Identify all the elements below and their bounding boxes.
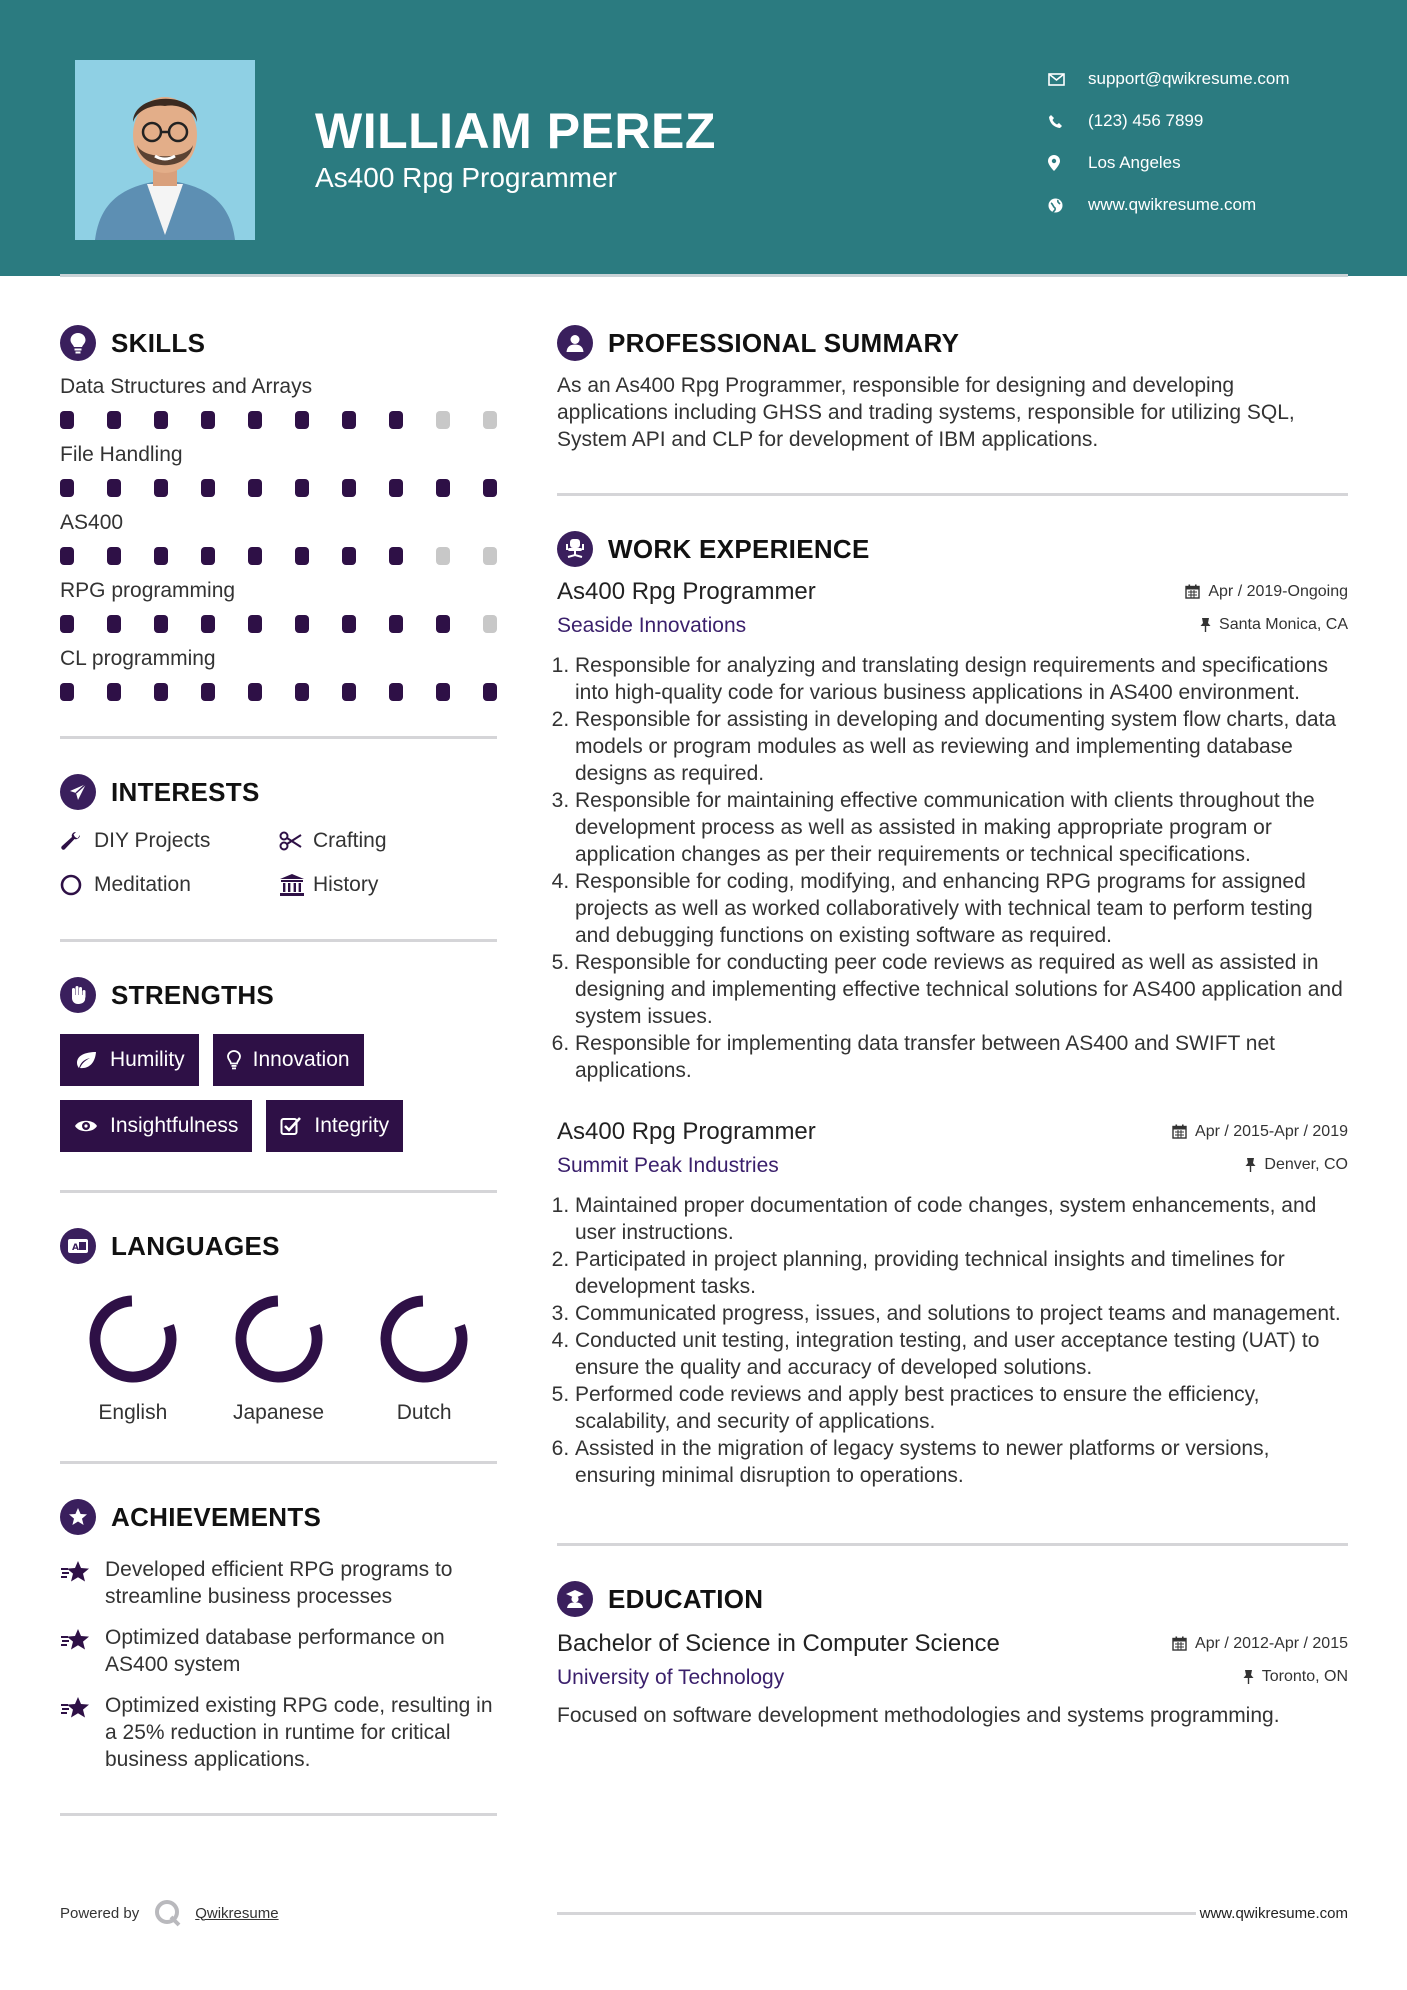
rating-dot-filled — [389, 411, 403, 429]
strengths-title: STRENGTHS — [111, 979, 275, 1010]
responsibility-item: 3. Responsible for maintaining effective communication with clients throughout the development process as well as assisted in making appropriate program or application changes as per their requirements or technical specifications. — [575, 787, 1348, 868]
rating-dot-filled — [60, 683, 74, 701]
section-divider — [557, 1543, 1348, 1546]
summary-title: PROFESSIONAL SUMMARY — [608, 327, 960, 358]
skills-heading — [60, 318, 497, 368]
powered-by-text: Powered by — [60, 1904, 140, 1922]
section-divider — [60, 1461, 497, 1464]
graduate-icon — [557, 1581, 593, 1617]
contact-phone-text: (123) 456 7899 — [1088, 111, 1204, 130]
achievement-text: Optimized existing RPG code, resulting in a 25% reduction in runtime for critical business applications. — [105, 1694, 493, 1771]
language-label: English — [98, 1401, 168, 1424]
language-label: Japanese — [232, 1401, 325, 1424]
achievement-item — [60, 1624, 497, 1678]
interest-label: History — [313, 873, 379, 896]
rating-dot-empty — [436, 411, 450, 429]
footer-branding — [60, 1898, 279, 1928]
footer-url[interactable]: www.qwikresume.com — [1196, 1905, 1348, 1922]
strength-label: Integrity — [314, 1114, 390, 1137]
experience-heading — [557, 524, 1348, 574]
rating-dot-filled — [295, 615, 309, 633]
education-location-text: Toronto, ON — [1261, 1667, 1348, 1685]
rating-dot-filled — [342, 683, 356, 701]
raised-hand-icon — [60, 977, 96, 1013]
rating-dot-filled — [295, 547, 309, 565]
contact-phone[interactable] — [1048, 100, 1290, 142]
pushpin-icon — [1243, 1669, 1254, 1684]
rating-dot-filled — [342, 615, 356, 633]
rating-dot-filled — [107, 411, 121, 429]
job-dates — [1172, 1123, 1348, 1141]
skill-name: File Handling — [60, 443, 183, 466]
job-title: As400 Rpg Programmer — [557, 1118, 816, 1145]
achievement-text: Optimized database performance on AS400 system — [105, 1626, 445, 1676]
checkbox-icon — [280, 1116, 302, 1136]
interest-item — [279, 871, 498, 899]
rating-dot-empty — [483, 411, 497, 429]
strength-tag — [60, 1100, 252, 1152]
language-item — [206, 1291, 352, 1425]
language-icon — [60, 1228, 96, 1264]
calendar-icon — [1185, 584, 1200, 599]
skill-name: Data Structures and Arrays — [60, 375, 313, 398]
job-responsibilities — [557, 1192, 1348, 1489]
rating-dot-filled — [154, 683, 168, 701]
rating-dot-filled — [295, 411, 309, 429]
education-dates-text: Apr / 2012-Apr / 2015 — [1195, 1634, 1348, 1652]
circle-icon — [60, 874, 94, 896]
experience-title: WORK EXPERIENCE — [608, 533, 870, 564]
language-item — [60, 1291, 206, 1425]
leaf-icon — [74, 1051, 98, 1069]
rating-dot-filled — [154, 615, 168, 633]
strength-tag — [213, 1034, 364, 1086]
rating-dot-filled — [483, 683, 497, 701]
rating-dot-filled — [436, 615, 450, 633]
calendar-icon — [1172, 1636, 1187, 1651]
contact-email[interactable] — [1048, 58, 1290, 100]
education-dates — [1172, 1635, 1348, 1653]
job-location — [1200, 616, 1348, 634]
language-item — [351, 1291, 497, 1425]
education-location — [1243, 1668, 1348, 1686]
job-title: As400 Rpg Programmer — [557, 578, 816, 605]
skill-rating — [60, 682, 497, 702]
rating-dot-filled — [107, 547, 121, 565]
languages-list — [60, 1291, 497, 1425]
strength-tags — [60, 1034, 497, 1152]
svg-text:A: A — [72, 1243, 79, 1253]
star-bullet-icon — [60, 1624, 105, 1678]
job-location-text: Santa Monica, CA — [1219, 615, 1348, 633]
profile-photo — [75, 60, 255, 240]
skill-name: RPG programming — [60, 579, 236, 602]
contact-location-text: Los Angeles — [1088, 153, 1181, 172]
star-badge-icon — [60, 1499, 96, 1535]
language-progress-ring — [85, 1291, 181, 1387]
contact-email-text: support@qwikresume.com — [1088, 69, 1290, 88]
pushpin-icon — [1200, 617, 1211, 632]
languages-title: LANGUAGES — [111, 1230, 280, 1261]
phone-icon — [1048, 114, 1088, 129]
contact-list — [1048, 58, 1290, 226]
rating-dot-filled — [248, 547, 262, 565]
achievement-item — [60, 1556, 497, 1610]
rating-dot-filled — [201, 547, 215, 565]
summary-text: As an As400 Rpg Programmer, responsible for designing and developing applications including GHSS and trading systems, responsible for utilizing SQL, System API and CLP for development of IBM applications. — [557, 374, 1295, 451]
interest-item — [60, 827, 279, 855]
rating-dot-filled — [201, 479, 215, 497]
interest-item — [60, 871, 279, 899]
company-name: Summit Peak Industries — [557, 1154, 779, 1177]
rating-dot-filled — [107, 615, 121, 633]
section-divider — [557, 493, 1348, 496]
rating-dot-filled — [389, 615, 403, 633]
interests-grid — [60, 827, 497, 899]
left-column — [60, 318, 497, 1816]
degree-title: Bachelor of Science in Computer Science — [557, 1630, 1000, 1657]
globe-icon — [1048, 198, 1088, 213]
job-dates-text: Apr / 2019-Ongoing — [1208, 582, 1348, 600]
interests-heading — [60, 767, 497, 817]
summary-heading — [557, 318, 1348, 368]
interests-title: INTERESTS — [111, 776, 260, 807]
skill-rating — [60, 614, 497, 634]
rating-dot-filled — [107, 479, 121, 497]
rating-dot-filled — [342, 547, 356, 565]
qwikresume-link[interactable]: Qwikresume — [195, 1904, 279, 1922]
experience-list — [557, 578, 1348, 1489]
skill-rating — [60, 546, 497, 566]
language-label: Dutch — [396, 1401, 452, 1424]
section-divider — [60, 939, 497, 942]
rating-dot-filled — [483, 479, 497, 497]
education-description: Focused on software development methodologies and systems programming. — [557, 1704, 1280, 1727]
skill-rating — [60, 410, 497, 430]
achievement-item — [60, 1692, 497, 1773]
contact-website[interactable] — [1048, 184, 1290, 226]
rating-dot-filled — [154, 411, 168, 429]
rating-dot-filled — [295, 479, 309, 497]
rating-dot-filled — [248, 479, 262, 497]
star-bullet-icon — [60, 1692, 105, 1773]
header-divider — [60, 274, 1348, 277]
skill-name: AS400 — [60, 511, 124, 534]
pushpin-icon — [1245, 1157, 1256, 1172]
responsibility-item: 3. Communicated progress, issues, and solutions to project teams and management. — [575, 1300, 1348, 1327]
rating-dot-empty — [483, 547, 497, 565]
rating-dot-filled — [201, 411, 215, 429]
achievements-heading — [60, 1492, 497, 1542]
responsibility-item: 1. Maintained proper documentation of code changes, system enhancements, and user instructions. — [575, 1192, 1348, 1246]
skills-list — [60, 372, 497, 702]
responsibility-item: 6. Responsible for implementing data transfer between AS400 and SWIFT net applications. — [575, 1030, 1348, 1084]
rating-dot-filled — [154, 479, 168, 497]
paper-plane-icon — [60, 774, 96, 810]
user-icon — [557, 325, 593, 361]
skills-title: SKILLS — [111, 327, 206, 358]
languages-heading — [60, 1221, 497, 1271]
strength-label: Humility — [110, 1048, 185, 1071]
rating-dot-filled — [248, 411, 262, 429]
language-progress-ring — [231, 1291, 327, 1387]
job-responsibilities — [557, 652, 1348, 1084]
achievements-list — [60, 1556, 497, 1773]
rating-dot-filled — [201, 615, 215, 633]
strength-tag — [60, 1034, 199, 1086]
rating-dot-filled — [295, 683, 309, 701]
job-dates — [1185, 583, 1348, 601]
section-divider — [60, 1190, 497, 1193]
achievements-title: ACHIEVEMENTS — [111, 1501, 322, 1532]
eye-icon — [74, 1118, 98, 1134]
rating-dot-filled — [60, 479, 74, 497]
museum-icon — [279, 873, 313, 897]
responsibility-item: 6. Assisted in the migration of legacy systems to newer platforms or versions, ensuring minimal disruption to operations. — [575, 1435, 1348, 1489]
rating-dot-filled — [107, 683, 121, 701]
location-pin-icon — [1048, 155, 1088, 171]
job-dates-text: Apr / 2015-Apr / 2019 — [1195, 1122, 1348, 1140]
rating-dot-filled — [342, 479, 356, 497]
rating-dot-filled — [60, 615, 74, 633]
strengths-heading — [60, 970, 497, 1020]
right-column — [557, 318, 1348, 1729]
job-location — [1245, 1156, 1348, 1174]
rating-dot-empty — [483, 615, 497, 633]
company-name: Seaside Innovations — [557, 614, 747, 637]
responsibility-item: 4. Responsible for coding, modifying, and enhancing RPG programs for assigned projects as well as worked collaboratively with technical team to perform testing and debugging functions on existing software as required. — [575, 868, 1348, 949]
office-chair-icon — [557, 531, 593, 567]
interest-label: DIY Projects — [94, 829, 211, 852]
rating-dot-filled — [389, 547, 403, 565]
star-bullet-icon — [60, 1556, 105, 1610]
rating-dot-empty — [436, 547, 450, 565]
rating-dot-filled — [389, 683, 403, 701]
section-divider — [60, 736, 497, 739]
rating-dot-filled — [248, 615, 262, 633]
email-icon — [1048, 73, 1088, 86]
strength-label: Insightfulness — [110, 1114, 239, 1137]
rating-dot-filled — [389, 479, 403, 497]
rating-dot-filled — [436, 683, 450, 701]
responsibility-item: 2. Participated in project planning, providing technical insights and timelines for development tasks. — [575, 1246, 1348, 1300]
rating-dot-filled — [60, 547, 74, 565]
interest-label: Crafting — [313, 829, 387, 852]
responsibility-item: 1. Responsible for analyzing and translating design requirements and specifications into high-quality code for various business applications in AS400 environment. — [575, 652, 1348, 706]
contact-location — [1048, 142, 1290, 184]
candidate-name: WILLIAM PEREZ — [315, 103, 716, 159]
rating-dot-filled — [154, 547, 168, 565]
calendar-icon — [1172, 1124, 1187, 1139]
resume-header — [0, 0, 1407, 276]
responsibility-item: 2. Responsible for assisting in developing and documenting system flow charts, data models or program modules as well as reviewing and implementing database designs as required. — [575, 706, 1348, 787]
skill-name: CL programming — [60, 647, 216, 670]
rating-dot-filled — [248, 683, 262, 701]
scissors-icon — [279, 831, 313, 851]
strength-tag — [266, 1100, 403, 1152]
responsibility-item: 5. Responsible for conducting peer code reviews as required as well as assisted in designing and implementing effective technical solutions for AS400 application and system issues. — [575, 949, 1348, 1030]
responsibility-item: 5. Performed code reviews and apply best practices to ensure the efficiency, scalability, and security of applications. — [575, 1381, 1348, 1435]
school-name: University of Technology — [557, 1666, 785, 1689]
job-entry — [557, 578, 1348, 1084]
education-entry — [557, 1630, 1348, 1729]
contact-website-text: www.qwikresume.com — [1088, 195, 1257, 214]
language-progress-ring — [376, 1291, 472, 1387]
rating-dot-filled — [201, 683, 215, 701]
responsibility-item: 4. Conducted unit testing, integration testing, and user acceptance testing (UAT) to ensure the quality and accuracy of developed solutions. — [575, 1327, 1348, 1381]
job-location-text: Denver, CO — [1264, 1155, 1348, 1173]
section-divider — [60, 1813, 497, 1816]
rating-dot-filled — [60, 411, 74, 429]
skill-rating — [60, 478, 497, 498]
rating-dot-filled — [342, 411, 356, 429]
interest-item — [279, 827, 498, 855]
rating-dot-filled — [436, 479, 450, 497]
person-photo-icon — [75, 60, 255, 240]
job-entry — [557, 1118, 1348, 1489]
achievement-text: Developed efficient RPG programs to streamline business processes — [105, 1558, 453, 1608]
lightbulb-icon — [60, 325, 96, 361]
education-heading — [557, 1574, 1348, 1624]
strength-label: Innovation — [252, 1048, 350, 1071]
interest-label: Meditation — [94, 873, 191, 896]
wrench-icon — [60, 830, 94, 852]
lightbulb-icon — [227, 1050, 241, 1070]
candidate-role: As400 Rpg Programmer — [315, 162, 617, 193]
qwikresume-logo-icon — [153, 1898, 183, 1928]
education-title: EDUCATION — [608, 1583, 764, 1614]
